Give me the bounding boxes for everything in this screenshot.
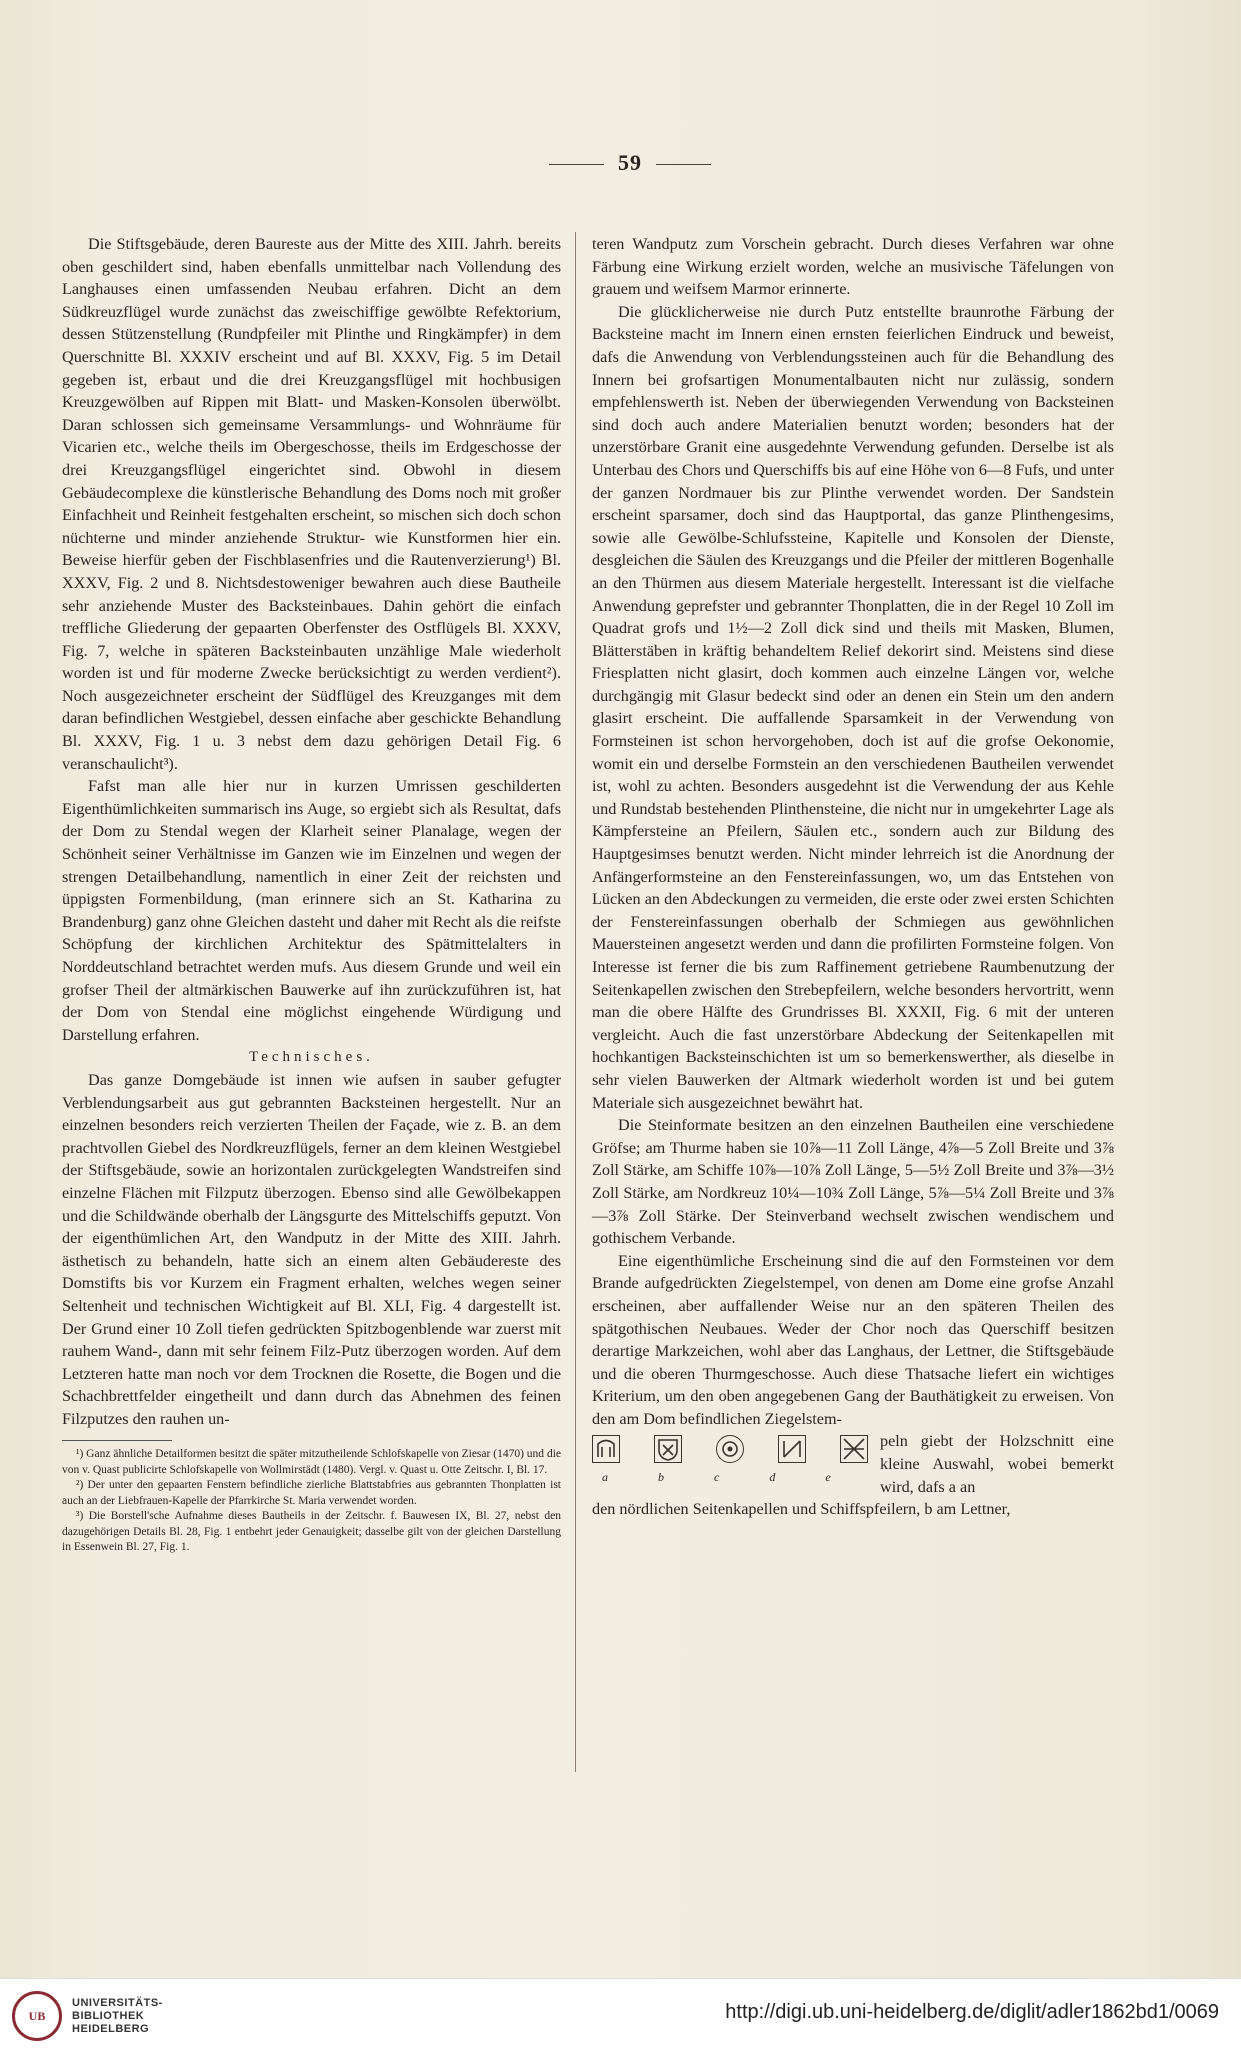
source-url[interactable]: http://digi.ub.uni-heidelberg.de/diglit/adler1862bd1/0069 [725,2001,1219,2023]
stamp-figure-row [592,1430,1114,1498]
section-heading: Technisches. [249,1049,374,1066]
page-number-text: 59 [618,150,642,175]
paragraph: Fafst man alle hier nur in kurzen Umrissen geschilderten Eigenthümlichkeiten summarisch ins Auge, so ergiebt sich als Resultat, dafs der Dom zu Stendal wegen der Klarheit seiner Planalage, wegen der Schönheit seiner Verhältnisse im Ganzen wie im Einzelnen und wegen der strengen Detailbehandlung, namentlich in einer Zeit der reichsten und üppigsten Formenbildung, (man erinnere sich an St. Katharina zu Brandenburg) ganz ohne Gleichen dasteht und daher mit Recht als die reifste Schöpfung der kirchlichen Architektur des Spätmittelalters in Norddeutschland betrachtet werden mufs. Aus diesem Grunde und weil ein grofser Theil der altmärkischen Bauwerke auf ihn zurückzuführen ist, hat der Dom von Stendal eine möglichst eingehende Würdigung und Darstellung erfahren. [62,777,561,1044]
stamp-b-icon [654,1435,682,1463]
stamp-marks [592,1432,868,1466]
stamp-label: a [602,1470,608,1485]
stamp-a-icon [592,1435,620,1463]
footer-bar [0,1978,1241,2052]
library-logo[interactable] [12,1991,163,2041]
stamp-labels [602,1466,868,1489]
column-divider [575,232,576,1772]
footnote: ¹) Ganz ähnliche Detailformen besitzt die später mitzutheilende Schlofskapelle von Ziesar (1470) und die von v. Quast publicirte Schlofskapelle von Wollmirstädt (1480). Vergl. v. Quast u. Otte Zeitschr. I, Bl. 17. [62,1448,561,1476]
stamp-c-icon [716,1435,744,1463]
university-seal-icon: UB [12,1991,62,2041]
rule-right [656,164,711,165]
footnote: ³) Die Borstell'sche Aufnahme dieses Bautheils in der Zeitschr. f. Bauwesen IX, Bl. 27, nebst den dazugehörigen Details Bl. 28, Fig. 1 entbehrt jeder Genauigkeit; dasselbe gilt von der gleichen Darstellung in Essenwein Bl. 27, Fig. 1. [62,1510,561,1554]
rule-left [549,164,604,165]
library-name-line: BIBLIOTHEK [72,2009,145,2022]
paragraph: Die Steinformate besitzen an den einzelnen Bautheilen eine verschiedene Gröfse; am Thurme haben sie 10⅞—11 Zoll Länge, 4⅞—5 Zoll Breite und 3⅞ Zoll Stärke, am Schiffe 10⅞—10⅞ Zoll Länge, 5—5½ Zoll Breite und 3⅞—3½ Zoll Stärke, am Nordkreuz 10¼—10¾ Zoll Länge, 5⅞—5¼ Zoll Breite und 3⅞—3⅞ Zoll Stärke. Der Steinverband wechselt zwischen wendischem und gothischem Verbande. [592,1116,1114,1248]
paragraph: Das ganze Domgebäude ist innen wie aufsen in sauber gefugter Verblendungsarbeit aus gut gebrannten Backsteinen hergestellt. Nur an einzelnen besonders reich verzierten Theilen der Façade, wie z. B. an dem prachtvollen Giebel des Nordkreuzflügels, ferner an dem kleinen Westgiebel der Stiftsgebäude, sowie an horizontalen zurückgelegten Wandstreifen sind einzelne Flächen mit Filzputz überzogen. Ebenso sind alle Gewölbekappen und die Schildwände oberhalb der Längsgurte des Mittelschiffs geputzt. Von der eigenthümlichen Art, den Wandputz in der Mitte des XIII. Jahrh. ästhetisch zu behandeln, hatte sich an einem alten Gebäudereste des Domstifts bis vor Kurzem ein Fragment erhalten, welches wegen seiner Seltenheit und technischen Wichtigkeit auf Bl. XLI, Fig. 4 dargestellt ist. Der Grund einer 10 Zoll tiefen gedrückten Spitzbogenblende war zuerst mit rauhem Wand-, dann mit sehr feinem Filz-Putz überzogen worden. Auf dem Letzteren hatte man noch vor dem Trocknen die Rosette, die Bogen und die Schachbrettfelder eingetheilt und dann durch das Abnehmen des feinen Filzputzes den rauhen un- [62,1070,561,1428]
stamp-label: b [658,1470,664,1485]
stamp-figure [592,1430,868,1498]
paragraph: Die glücklicherweise nie durch Putz entstellte braunrothe Färbung der Backsteine macht im Innern einen ernsten feierlichen Eindruck und beweist, dafs die Anwendung von Verblendungssteinen auch für die Behandlung des Innern bei grofsartigen Monumentalbauten nicht nur zulässig, sondern empfehlenswerth ist. Neben der überwiegenden Verwendung von Backsteinen sind doch auch andere Materialien benutzt worden; besonders hat der unzerstörbare Granit eine ausgedehnte Verwendung gefunden. Derselbe ist als Unterbau des Chors und Querschiffs bis auf eine Höhe von 6—8 Fufs, und unter der ganzen Nordmauer bis zur Plinthe verwendet worden. Der Sandstein erscheint sparsamer, doch sind das Hauptportal, das ganze Plinthengesims, sowie alle Gewölbe-Schlufssteine, Kapitelle und Konsolen der Dienste, desgleichen die Säulen des Kreuzgangs und die Pfeiler der mittleren Bogenhalle an den Thürmen aus diesem Materiale hergestellt. Interessant ist die vielfache Anwendung geprefster und gebrannter Thonplatten, die in der Regel 10 Zoll im Quadrat grofs und 1½—2 Zoll dick sind und theils mit Masken, Blumen, Blätterstäben in kräftig behandeltem Relief dekorirt sind. Meistens sind diese Friesplatten nicht glasirt, doch kommen auch einzelne Längen vor, welche durchgängig mit Glasur bedeckt sind oder an denen ein Stein um den andern glasirt erscheint. Die auffallende Sparsamkeit in der Verwendung von Formsteinen ist schon hervorgehoben, doch ist auf die grofse Oekonomie, womit ein und derselbe Formstein an den verschiedenen Bautheilen verwendet ist, wohl zu achten. Besonders ausgedehnt ist die Verwendung der aus Kehle und Rundstab bestehenden Plinthensteine, die nicht nur in umgekehrter Lage als Kämpfersteine an Pfeilern, Säulen etc., sondern auch zur Bildung des Hauptgesimses benutzt werden. Nicht minder lehrreich ist die Anordnung der Anfängerformsteine an den Fenstereinfassungen, wo, um das Entstehen von Lücken an den Abdeckungen zu vermeiden, die erste oder zwei ersten Schichten der Fenstereinfassungen oberhalb der Schmiegen aus gewöhnlichen Mauersteinen angesetzt werden und dann die profilirten Formsteine folgen. Von Interesse ist ferner die bis zum Raffinement getriebene Raumbenutzung der Seitenkapellen zwischen den Strebepfeilern, welche besonders hervortritt, wenn man die obere Hälfte des Grundrisses Bl. XXXII, Fig. 6 mit der unteren vergleicht. Auch die fast unzerstörbare Abdeckung der Seitenkapellen mit hochkantigen Backsteinschichten ist um so bemerkenswerther, als dieselbe in sehr vielen Bauwerken der Altmark wiederholt worden ist und bei gutem Materiale sich ausgezeichnet bewährt hat. [592,302,1114,1112]
footnote: ²) Der unter den gepaarten Fenstern befindliche zierliche Blattstabfries aus gebrannten Thonplatten ist auch an der Liebfrauen-Kapelle der Pfarrkirche St. Maria verwendet worden. [62,1479,561,1507]
stamp-caption-text: peln giebt der Holzschnitt eine kleine Auswahl, wobei bemerkt wird, dafs a an [880,1432,1114,1496]
left-column [62,233,561,1556]
footnotes [62,1447,561,1556]
paragraph: teren Wandputz zum Vorschein gebracht. Durch dieses Verfahren war ohne Färbung eine Wirkung erzielt worden, welche an musivische Täfelungen von grauem und weifsem Marmor erinnerte. [592,235,1114,299]
right-column [592,233,1114,1521]
stamp-label: d [769,1470,776,1485]
page-number [500,150,760,176]
paragraph-last-line: den nördlichen Seitenkapellen und Schiffspfeilern, b am Lettner, [592,1500,1011,1519]
footnote-rule [62,1440,172,1441]
stamp-label: e [825,1470,831,1485]
library-name-line: UNIVERSITÄTS- [72,1996,163,2009]
stamp-d-icon [778,1435,806,1463]
library-name [72,1997,163,2036]
stamp-label: c [714,1470,720,1485]
library-name-line: HEIDELBERG [72,2022,150,2035]
stamp-e-icon [840,1435,868,1463]
paragraph: Die Stiftsgebäude, deren Baureste aus der Mitte des XIII. Jahrh. bereits oben geschildert sind, haben ebenfalls unmittelbar nach Vollendung des Langhauses einen umfassenden Neubau erfahren. Dicht an dem Südkreuzflügel wurde zunächst das zweischiffige gewölbte Refektorium, dessen Stützenstellung (Rundpfeiler mit Plinthe und Ringkämpfer) in dem Querschnitte Bl. XXXIV erscheint und auf Bl. XXXV, Fig. 5 im Detail gegeben ist, erbaut und die drei Kreuzgangsflügel mit hochbusigen Kreuzgewölben auf Rippen mit Blatt- und Masken-Konsolen überwölbt. Daran schlossen sich gemeinsame Versammlungs- und Wohnräume für Vicarien etc., welche theils im Obergeschosse, theils im Erdgeschosse der drei Kreuzgangsflügel eingerichtet sind. Obwohl in diesem Gebäudecomplexe die künstlerische Behandlung des Doms noch mit großer Einfachheit und Reinheit festgehalten erscheint, so mischen sich doch schon nüchterne und minder anziehende Struktur- wie Kunstformen hier ein. Beweise hierfür geben der Fischblasenfries und die Rautenverzierung¹) Bl. XXXV, Fig. 2 und 8. Nichtsdestoweniger bewahren auch diese Bautheile sehr anziehende Muster des Backsteinbaues. Dahin gehört die einfach treffliche Gliederung der gepaarten Oberfenster des Ostflügels Bl. XXXV, Fig. 7, welche in späteren Backsteinbauten unzählige Male wiederholt worden ist und für moderne Zwecke berücksichtigt zu werden verdient²). Noch ausgezeichneter erscheint der Südflügel des Kreuzganges mit dem daran befindlichen Westgiebel, dessen einfache aber geschickte Behandlung Bl. XXXV, Fig. 1 u. 3 nebst dem dazu gehörigen Detail Fig. 6 veranschaulicht³). [62,235,561,773]
paragraph: Eine eigenthümliche Erscheinung sind die auf den Formsteinen vor dem Brande aufgedrückten Ziegelstempel, von denen am Dome eine grofse Anzahl erscheinen, aber auffallender Weise nur an den späteren Theilen des spätgothischen Neubaues. Weder der Chor noch das Querschiff besitzen derartige Markzeichen, wohl aber das Langhaus, der Lettner, die Stiftsgebäude und die oberen Thurmgeschosse. Auch diese Thatsache liefert ein wichtiges Kriterium, um den oben angegebenen Gang der Bauthätigkeit zu erweisen. Von den am Dom befindlichen Ziegelstem- [592,1251,1114,1428]
